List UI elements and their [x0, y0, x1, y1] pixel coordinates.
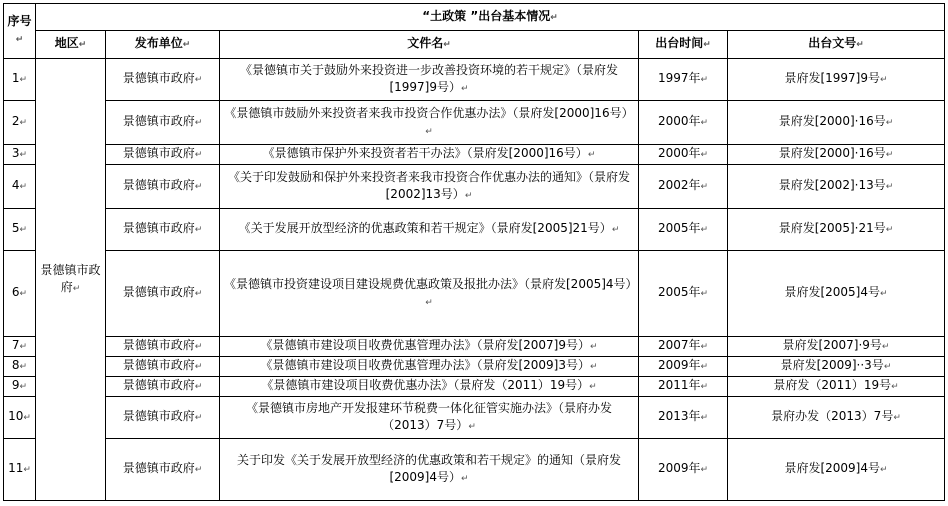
row-doc-name: 《景德镇市保护外来投资者若干办法》（景府发[2000]16号）↵ [220, 145, 639, 165]
row-year: 2000年↵ [639, 145, 728, 165]
row-year: 2005年↵ [639, 251, 728, 337]
row-doc-name: 《景德镇市建设项目收费优惠管理办法》（景府发[2007]9号）↵ [220, 337, 639, 357]
row-doc-number: 景府发[2009]··3号↵ [728, 357, 945, 377]
table-row [4, 357, 945, 377]
header-year: 出台时间↵ [639, 31, 728, 59]
row-doc-name: 《景德镇市投资建设项目建设规费优惠政策及报批办法》（景府发[2005]4号）↵ [220, 251, 639, 337]
table-row [4, 165, 945, 209]
row-unit: 景德镇市政府↵ [106, 251, 220, 337]
row-doc-number: 景府发[2009]4号↵ [728, 439, 945, 501]
table-title: “土政策 ”出台基本情况↵ [36, 4, 945, 31]
row-doc-name: 《关于发展开放型经济的优惠政策和若干规定》（景府发[2005]21号）↵ [220, 209, 639, 251]
policy-table [3, 3, 945, 501]
table-row [4, 145, 945, 165]
table-title-row [4, 4, 945, 31]
row-seq: 4↵ [4, 165, 36, 209]
table-row [4, 377, 945, 397]
row-doc-number: 景府办发（2013）7号↵ [728, 397, 945, 439]
row-seq: 9↵ [4, 377, 36, 397]
row-seq: 5↵ [4, 209, 36, 251]
row-unit: 景德镇市政府↵ [106, 397, 220, 439]
row-year: 2009年↵ [639, 439, 728, 501]
header-doc-number: 出台文号↵ [728, 31, 945, 59]
table-header-row [4, 31, 945, 59]
header-seq: 序号↵ [4, 4, 36, 59]
row-doc-number: 景府发[2007]·9号↵ [728, 337, 945, 357]
row-unit: 景德镇市政府↵ [106, 377, 220, 397]
row-year: 2002年↵ [639, 165, 728, 209]
row-doc-number: 景府发[2005]·21号↵ [728, 209, 945, 251]
row-doc-number: 景府发[2002]·13号↵ [728, 165, 945, 209]
row-doc-name: 《景德镇市建设项目收费优惠管理办法》（景府发[2009]3号）↵ [220, 357, 639, 377]
row-doc-number: 景府发[2005]4号↵ [728, 251, 945, 337]
table-row [4, 397, 945, 439]
row-year: 1997年↵ [639, 59, 728, 101]
row-doc-number: 景府发（2011）19号↵ [728, 377, 945, 397]
row-seq: 6↵ [4, 251, 36, 337]
row-year: 2011年↵ [639, 377, 728, 397]
row-unit: 景德镇市政府↵ [106, 439, 220, 501]
row-unit: 景德镇市政府↵ [106, 357, 220, 377]
row-doc-number: 景府发[1997]9号↵ [728, 59, 945, 101]
row-year: 2009年↵ [639, 357, 728, 377]
row-unit: 景德镇市政府↵ [106, 337, 220, 357]
row-unit: 景德镇市政府↵ [106, 209, 220, 251]
table-row [4, 337, 945, 357]
table-row [4, 101, 945, 145]
row-seq: 1↵ [4, 59, 36, 101]
row-seq: 8↵ [4, 357, 36, 377]
row-unit: 景德镇市政府↵ [106, 101, 220, 145]
row-doc-name: 《景德镇市建设项目收费优惠办法》（景府发（2011）19号）↵ [220, 377, 639, 397]
row-year: 2005年↵ [639, 209, 728, 251]
row-doc-name: 《景德镇市鼓励外来投资者来我市投资合作优惠办法》（景府发[2000]16号）↵ [220, 101, 639, 145]
table-row [4, 59, 945, 101]
row-doc-name: 《关于印发鼓励和保护外来投资者来我市投资合作优惠办法的通知》（景府发[2002]13号）↵ [220, 165, 639, 209]
header-doc-name: 文件名↵ [220, 31, 639, 59]
row-doc-name: 关于印发《关于发展开放型经济的优惠政策和若干规定》的通知（景府发[2009]4号）↵ [220, 439, 639, 501]
header-region: 地区↵ [36, 31, 106, 59]
row-seq: 7↵ [4, 337, 36, 357]
table-row [4, 251, 945, 337]
row-seq: 2↵ [4, 101, 36, 145]
table-row [4, 209, 945, 251]
row-year: 2007年↵ [639, 337, 728, 357]
row-seq: 11↵ [4, 439, 36, 501]
row-doc-number: 景府发[2000]·16号↵ [728, 145, 945, 165]
row-seq: 10↵ [4, 397, 36, 439]
row-doc-name: 《景德镇市关于鼓励外来投资进一步改善投资环境的若干规定》（景府发[1997]9号）↵ [220, 59, 639, 101]
row-unit: 景德镇市政府↵ [106, 145, 220, 165]
row-year: 2013年↵ [639, 397, 728, 439]
row-unit: 景德镇市政府↵ [106, 165, 220, 209]
row-year: 2000年↵ [639, 101, 728, 145]
row-doc-number: 景府发[2000]·16号↵ [728, 101, 945, 145]
header-unit: 发布单位↵ [106, 31, 220, 59]
table-row [4, 439, 945, 501]
row-seq: 3↵ [4, 145, 36, 165]
row-unit: 景德镇市政府↵ [106, 59, 220, 101]
region-cell: 景德镇市政府↵ [36, 59, 106, 501]
row-doc-name: 《景德镇市房地产开发报建环节税费一体化征管实施办法》（景府办发（2013）7号）↵ [220, 397, 639, 439]
